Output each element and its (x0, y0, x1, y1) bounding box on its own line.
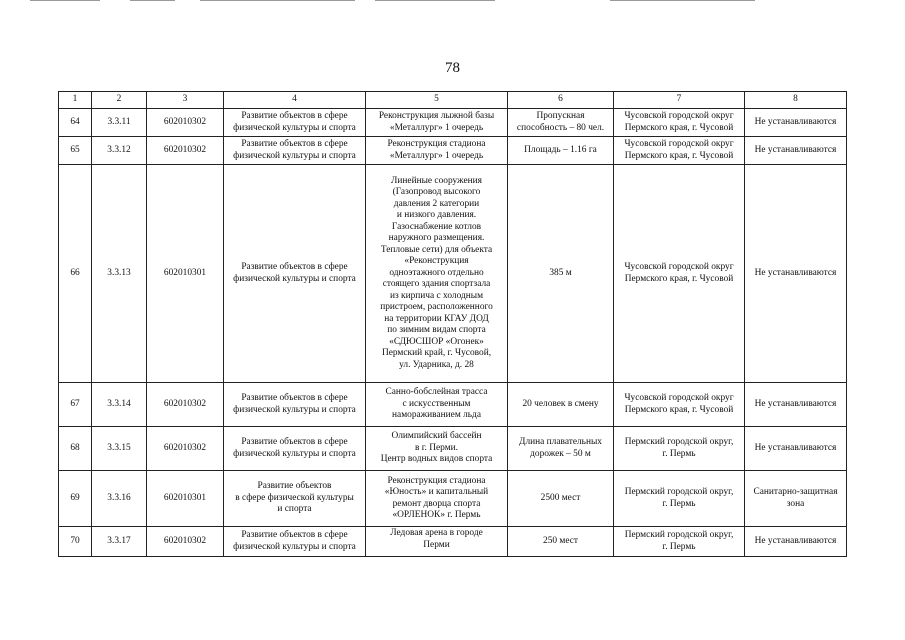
classifier-code: 602010302 (147, 427, 224, 471)
object-name-cell: Линейные сооружения (Газопровод высокого давления 2 категории и низкого давления. Газоснабжение котлов наружного размещения. Тепловые сети) для объекта «Реконструкция одноэтажного отдельно стоящего здания спортзала из кирпича с холодным пристроем, расположенного на территории КГАУ ДОД по зимним видам спорта «СДЮСШОР «Огонек» Пермский край, г. Чусовой, ул. Ударника, д. 28 (366, 165, 508, 383)
header-cell: 3 (147, 92, 224, 109)
scan-edge-line-2 (130, 0, 175, 1)
item-code: 3.3.15 (92, 427, 147, 471)
zone-cell: Не устанавливаются (745, 383, 847, 427)
object-name-cell: Олимпийский бассейн в г. Перми. Центр водных видов спорта (366, 427, 508, 471)
data-table (58, 91, 847, 557)
row-number: 70 (59, 527, 92, 557)
table-row (59, 427, 847, 471)
header-cell: 1 (59, 92, 92, 109)
table-row (59, 165, 847, 383)
table-row (59, 109, 847, 137)
location-cell: Чусовской городской округ Пермского края, г. Чусовой (614, 109, 745, 137)
table-row (59, 137, 847, 165)
characteristics-cell: Площадь – 1.16 га (508, 137, 614, 165)
classifier-code: 602010302 (147, 137, 224, 165)
row-number: 65 (59, 137, 92, 165)
header-row (59, 92, 847, 109)
table-row (59, 527, 847, 557)
classifier-code: 602010302 (147, 383, 224, 427)
zone-cell: Не устанавливаются (745, 165, 847, 383)
purpose-cell: Развитие объектов в сфере физической культуры и спорта (224, 109, 366, 137)
object-name-cell: Реконструкция стадиона «Металлург» 1 очередь (366, 137, 508, 165)
location-cell: Чусовской городской округ Пермского края, г. Чусовой (614, 137, 745, 165)
item-code: 3.3.11 (92, 109, 147, 137)
item-code: 3.3.14 (92, 383, 147, 427)
location-cell: Пермский городской округ, г. Пермь (614, 527, 745, 557)
location-cell: Чусовской городской округ Пермского края, г. Чусовой (614, 165, 745, 383)
location-cell: Пермский городской округ, г. Пермь (614, 427, 745, 471)
page-number: 78 (445, 60, 460, 76)
zone-cell: Не устанавливаются (745, 137, 847, 165)
characteristics-cell: 20 человек в смену (508, 383, 614, 427)
classifier-code: 602010302 (147, 527, 224, 557)
item-code: 3.3.12 (92, 137, 147, 165)
header-cell: 6 (508, 92, 614, 109)
scan-edge-line-1 (30, 0, 100, 1)
classifier-code: 602010301 (147, 165, 224, 383)
header-cell: 2 (92, 92, 147, 109)
purpose-cell: Развитие объектов в сфере физической культуры и спорта (224, 471, 366, 527)
item-code: 3.3.13 (92, 165, 147, 383)
location-cell: Чусовской городской округ Пермского края, г. Чусовой (614, 383, 745, 427)
header-cell: 7 (614, 92, 745, 109)
purpose-cell: Развитие объектов в сфере физической культуры и спорта (224, 137, 366, 165)
zone-cell: Не устанавливаются (745, 427, 847, 471)
item-code: 3.3.16 (92, 471, 147, 527)
row-number: 67 (59, 383, 92, 427)
row-number: 68 (59, 427, 92, 471)
row-number: 66 (59, 165, 92, 383)
scan-edge-line-4 (375, 0, 495, 1)
row-number: 64 (59, 109, 92, 137)
row-number: 69 (59, 471, 92, 527)
scan-edge-line-3 (200, 0, 355, 1)
object-name-cell: Реконструкция стадиона «Юность» и капитальный ремонт дворца спорта «ОРЛЕНОК» г. Пермь (366, 471, 508, 527)
object-name-cell: Реконструкция лыжной базы «Металлург» 1 очередь (366, 109, 508, 137)
header-cell: 8 (745, 92, 847, 109)
table-row (59, 471, 847, 527)
zone-cell: Не устанавливаются (745, 109, 847, 137)
object-name-cell: Санно-бобслейная трасса с искусственным намораживанием льда (366, 383, 508, 427)
object-name-cell: Ледовая арена в городе Перми (366, 527, 508, 557)
header-cell: 4 (224, 92, 366, 109)
characteristics-cell: Длина плавательных дорожек – 50 м (508, 427, 614, 471)
table-row (59, 383, 847, 427)
zone-cell: Не устанавливаются (745, 527, 847, 557)
zone-cell: Санитарно-защитная зона (745, 471, 847, 527)
item-code: 3.3.17 (92, 527, 147, 557)
purpose-cell: Развитие объектов в сфере физической культуры и спорта (224, 165, 366, 383)
characteristics-cell: Пропускная способность – 80 чел. (508, 109, 614, 137)
purpose-cell: Развитие объектов в сфере физической культуры и спорта (224, 527, 366, 557)
purpose-cell: Развитие объектов в сфере физической культуры и спорта (224, 383, 366, 427)
classifier-code: 602010301 (147, 471, 224, 527)
characteristics-cell: 250 мест (508, 527, 614, 557)
characteristics-cell: 2500 мест (508, 471, 614, 527)
purpose-cell: Развитие объектов в сфере физической культуры и спорта (224, 427, 366, 471)
location-cell: Пермский городской округ, г. Пермь (614, 471, 745, 527)
scan-edge-line-5 (610, 0, 755, 1)
classifier-code: 602010302 (147, 109, 224, 137)
characteristics-cell: 385 м (508, 165, 614, 383)
header-cell: 5 (366, 92, 508, 109)
